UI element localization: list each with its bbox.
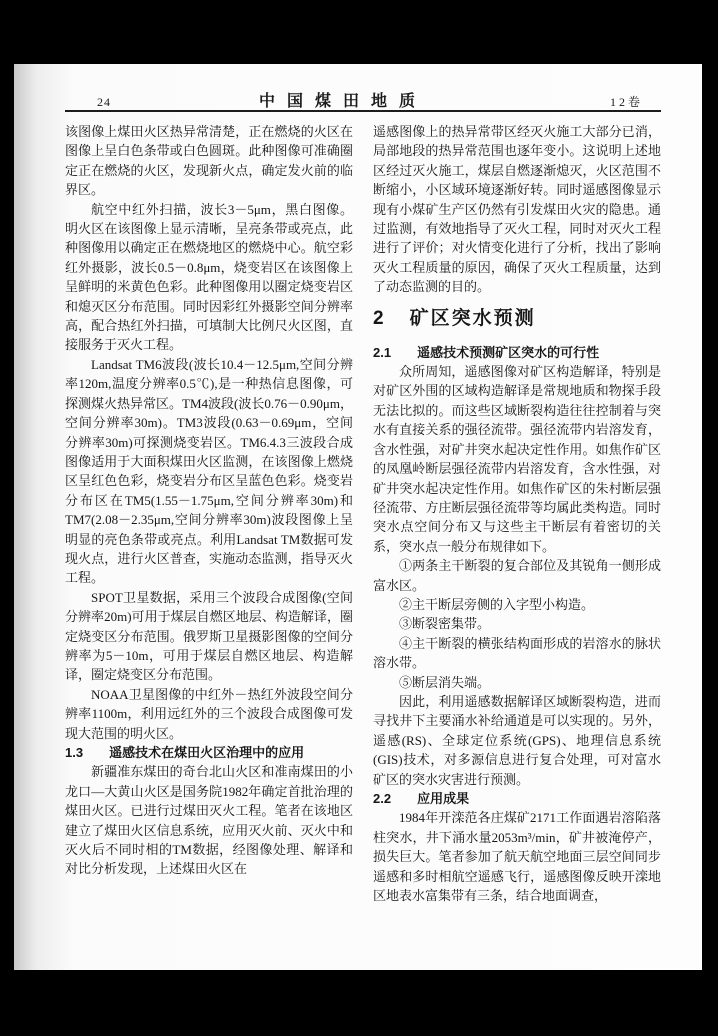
journal-title: 中国煤田地质 bbox=[258, 93, 427, 110]
subsection-number: 2.2 bbox=[373, 791, 392, 806]
section-number: 2 bbox=[373, 307, 386, 329]
header-rule bbox=[65, 110, 661, 112]
subsection-number: 2.1 bbox=[373, 344, 392, 360]
page-header bbox=[65, 90, 661, 110]
left-column bbox=[65, 122, 353, 905]
right-column bbox=[373, 122, 661, 905]
journal-page bbox=[14, 64, 702, 970]
page-number: 24 bbox=[97, 95, 111, 109]
paragraph: NOAA卫星图像的中红外－热红外波段空间分辨率1100m，利用远红外的三个波段合成图像可发现大范围的明火区。 bbox=[65, 686, 353, 741]
volume-label: 12卷 bbox=[609, 95, 643, 109]
subsection-number: 1.3 bbox=[65, 745, 84, 760]
paragraph: SPOT卫星数据，采用三个波段合成图像(空间分辨率20m)可用于煤层自燃区地层、构造解译，圈定烧变区分布范围。俄罗斯卫星摄影图像的空间分辨率为5－10m，可用于煤层自燃区地层、构造解译，圈定烧变区分布范围。 bbox=[65, 589, 353, 683]
paragraph: 遥感图像上的热异常带区经灭火施工大部分已消，局部地段的热异常范围也逐年变小。这说明上述地区经过灭火施工，煤层自燃逐渐熄灭，火区范围不断缩小，小区域环境逐渐好转。同时遥感图像显示现有小煤矿生产区仍然有引发煤田火灾的隐患。通过监测，有效地指导了灭火工程，同时对灭火工程进行了评价；对火情变化进行了分析，找出了影响灭火工程质量的原因，确保了灭火工程质量，达到了动态监测的目的。 bbox=[373, 124, 661, 295]
section-heading-2 bbox=[373, 306, 661, 332]
paragraph: Landsat TM6波段(波长10.4－12.5μm,空间分辨率120m,温度分辨率0.5℃),是一种热信息图像，可探测煤火热异常区。TM4波段(波长0.76－0.90μm，空间分辨率30m)。TM3波段(0.63－0.69μm，空间分辨率30m)可探测烧变岩区。TM6.4.3三波段合成图像适用于大面积煤田火区监测，在该图像上燃烧区呈红色色彩，烧变岩分布区呈蓝色色彩。烧变岩分布区在TM5(1.55－1.75μm,空间分辨率30m)和TM7(2.08－2.35μm,空间分辨率30m)波段图像上呈明显的亮色条带或亮点。利用Landsat TM数据可发现火点，进行火区普查，实施动态监测，指导灭火工程。 bbox=[65, 356, 353, 586]
paragraph: 新疆准东煤田的奇台北山火区和准南煤田的小龙口—大黄山火区是国务院1982年确定首批治理的煤田火区。已进行过煤田灭火工程。笔者在该地区建立了煤田火区信息系统，应用灭火前、灭火中和灭火后不同时相的TM数据，经图像处理、解译和对比分析发现，上述煤田火区在 bbox=[65, 764, 353, 877]
list-item: ⑤断层消失端。 bbox=[399, 674, 491, 690]
subsection-title: 应用成果 bbox=[417, 791, 470, 806]
list-item: ②主干断层旁侧的入字型小构造。 bbox=[399, 596, 595, 612]
section-title: 矿区突水预测 bbox=[409, 307, 536, 329]
paragraph: 1984年开滦范各庄煤矿2171工作面遇岩溶陷落柱突水，井下涌水量2053m³/min，矿井被淹停产，损失巨大。笔者参加了航天航空地面三层空间同步遥感和多时相航空遥感飞行，遥感图像反映开滦地区地表水富集带有三条，结合地面调查， bbox=[373, 810, 661, 904]
list-item: ①两条主干断裂的复合部位及其锐角一侧形成富水区。 bbox=[373, 558, 661, 593]
paragraph: 众所周知，遥感图像对矿区构造解译，特别是对矿区外围的区域构造解译是常规地质和物探手段无法比拟的。而这些区域断裂构造往往控制着与突水有直接关系的强径流带。强径流带内岩溶发育，含水性强，对矿井突水起决定性作用。如焦作矿区的凤凰岭断层强径流带内岩溶发育，含水性强，对矿井突水起决定性作用。如焦作矿区的朱村断层强径流带、方庄断层强径流带等均属此类构造。同时突水点空间分布又与这些主干断层有着密切的关系，突水点一般分布规律如下。 bbox=[373, 364, 661, 554]
paragraph: 航空中红外扫描，波长3－5μm，黑白图像。明火区在该图像上显示清晰，呈亮条带或亮点，此种图像用以确定正在燃烧地区的燃烧中心。航空彩红外摄影，波长0.5－0.8μm，烧变岩区在该图像上呈鲜明的米黄色色彩。此种图像用以圈定烧变岩区和熄灭区分布范围。同时因彩红外摄影空间分辨率高，配合热红外扫描，可填制大比例尺火区图，直接服务于灭火工程。 bbox=[65, 201, 353, 353]
list-item: ③断裂密集带。 bbox=[399, 616, 491, 632]
subsection-heading-2-2 bbox=[373, 789, 661, 808]
article-body bbox=[65, 122, 661, 905]
paragraph: 该图像上煤田火区热异常清楚，正在燃烧的火区在图像上呈白色条带或白色圆斑。此种图像可准确圈定正在燃烧的火区，发现新火点，确定发火前的临界区。 bbox=[65, 124, 353, 198]
list-item: ④主干断裂的横张结构面形成的岩溶水的脉状溶水带。 bbox=[373, 635, 661, 671]
subsection-title: 遥感技术在煤田火区治理中的应用 bbox=[109, 745, 305, 760]
paragraph: 因此，利用遥感数据解译区域断裂构造，进而寻找井下主要涌水补给通道是可以实现的。另外，遥感(RS)、全球定位系统(GPS)、地理信息系统(GIS)技术，对多源信息进行复合处理，可对富水矿区的突水灾害进行预测。 bbox=[373, 693, 661, 787]
subsection-heading-2-1 bbox=[373, 343, 661, 362]
subsection-heading-1-3 bbox=[65, 743, 353, 762]
subsection-title: 遥感技术预测矿区突水的可行性 bbox=[417, 344, 600, 360]
